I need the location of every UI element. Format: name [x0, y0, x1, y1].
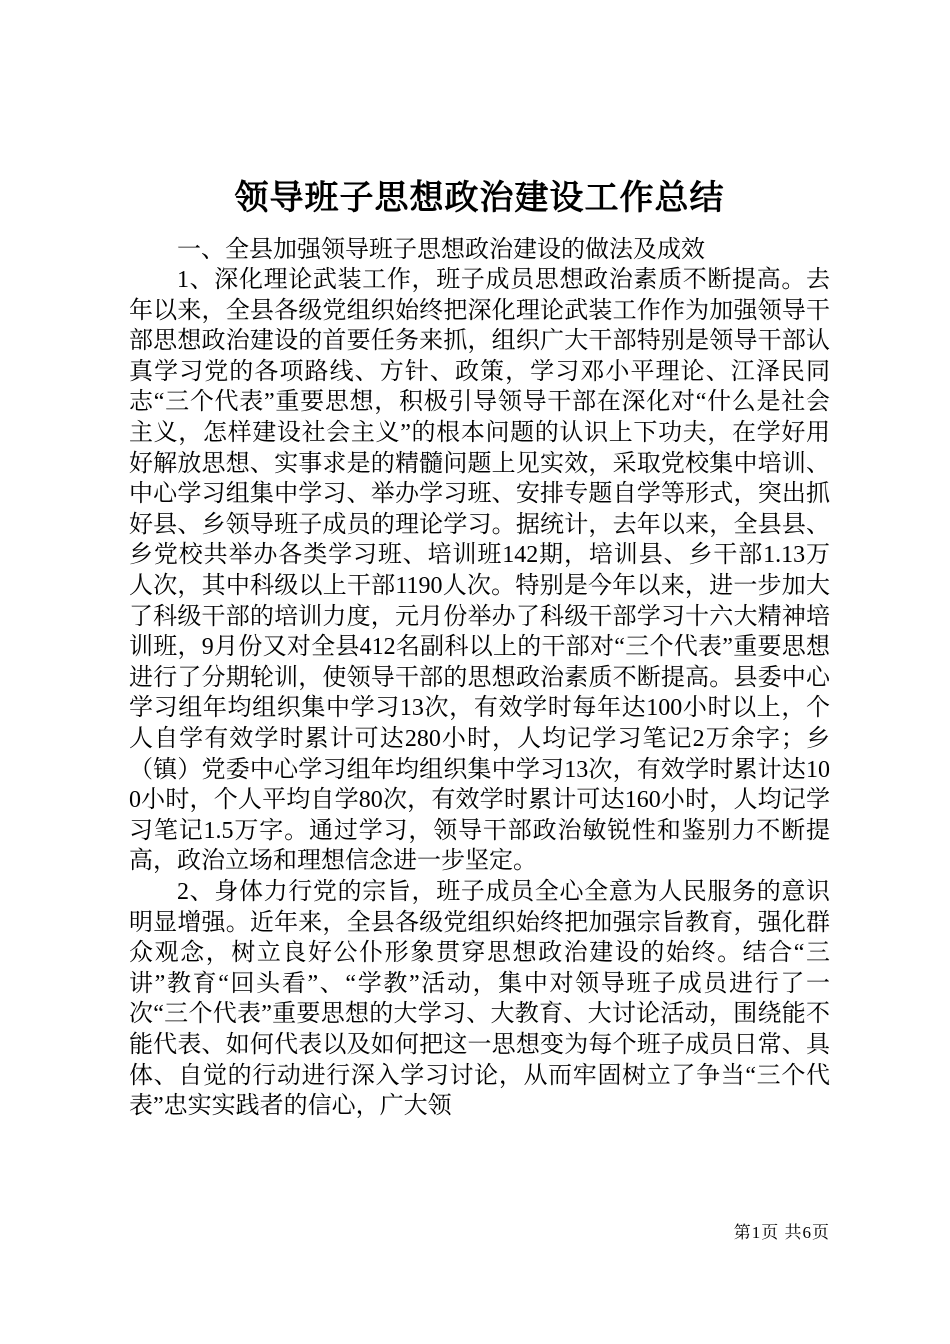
paragraph-party-purpose: 2、身体力行党的宗旨，班子成员全心全意为人民服务的意识明显增强。近年来，全县各级党组织始终把加强宗旨教育，强化群众观念，树立良好公仆形象贯穿思想政治建设的始终。结合“三讲”教育“回头看”、“学教”活动，集中对领导班子成员进行了一次“三个代表”重要思想的大学习、大教育、大讨论活动，围绕能不能代表、如何代表以及如何把这一思想变为每个班子成员日常、具体、自觉的行动进行深入学习讨论，从而牢固树立了争当“三个代表”忠实实践者的信心，广大领	[129, 878, 830, 1120]
page-number-footer: 第1页 共6页	[733, 1223, 830, 1242]
document-title: 领导班子思想政治建设工作总结	[234, 180, 725, 217]
document-content	[129, 178, 830, 1122]
paragraph-theory-training: 1、深化理论武装工作，班子成员思想政治素质不断提高。去年以来，全县各级党组织始终把深化理论武装工作作为加强领导干部思想政治建设的首要任务来抓，组织广大干部特别是领导干部认真学习党的各项路线、方针、政策，学习邓小平理论、江泽民同志“三个代表”重要思想，积极引导领导干部在深化对“什么是社会主义，怎样建设社会主义”的根本问题的认识上下功夫，在学好用好解放思想、实事求是的精髓问题上见实效，采取党校集中培训、中心学习组集中学习、举办学习班、安排专题自学等形式，突出抓好县、乡领导班子成员的理论学习。据统计，去年以来，全县县、乡党校共举办各类学习班、培训班142期，培训县、乡干部1.13万人次，其中科级以上干部1190人次。特别是今年以来，进一步加大了科级干部的培训力度，元月份举办了科级干部学习十六大精神培训班，9月份又对全县412名副科以上的干部对“三个代表”重要思想进行了分期轮训，使领导干部的思想政治素质不断提高。县委中心学习组年均组织集中学习13次，有效学时每年达100小时以上，个人自学有效学时累计可达280小时，人均记学习笔记2万余字；乡（镇）党委中心学习组年均组织集中学习13次，有效学时累计达100小时，个人平均自学80次，有效学时累计可达160小时，人均记学习笔记1.5万字。通过学习，领导干部政治敏锐性和鉴别力不断提高，政治立场和理想信念进一步坚定。	[129, 267, 830, 875]
section-heading: 一、全县加强领导班子思想政治建设的做法及成效	[177, 236, 705, 263]
